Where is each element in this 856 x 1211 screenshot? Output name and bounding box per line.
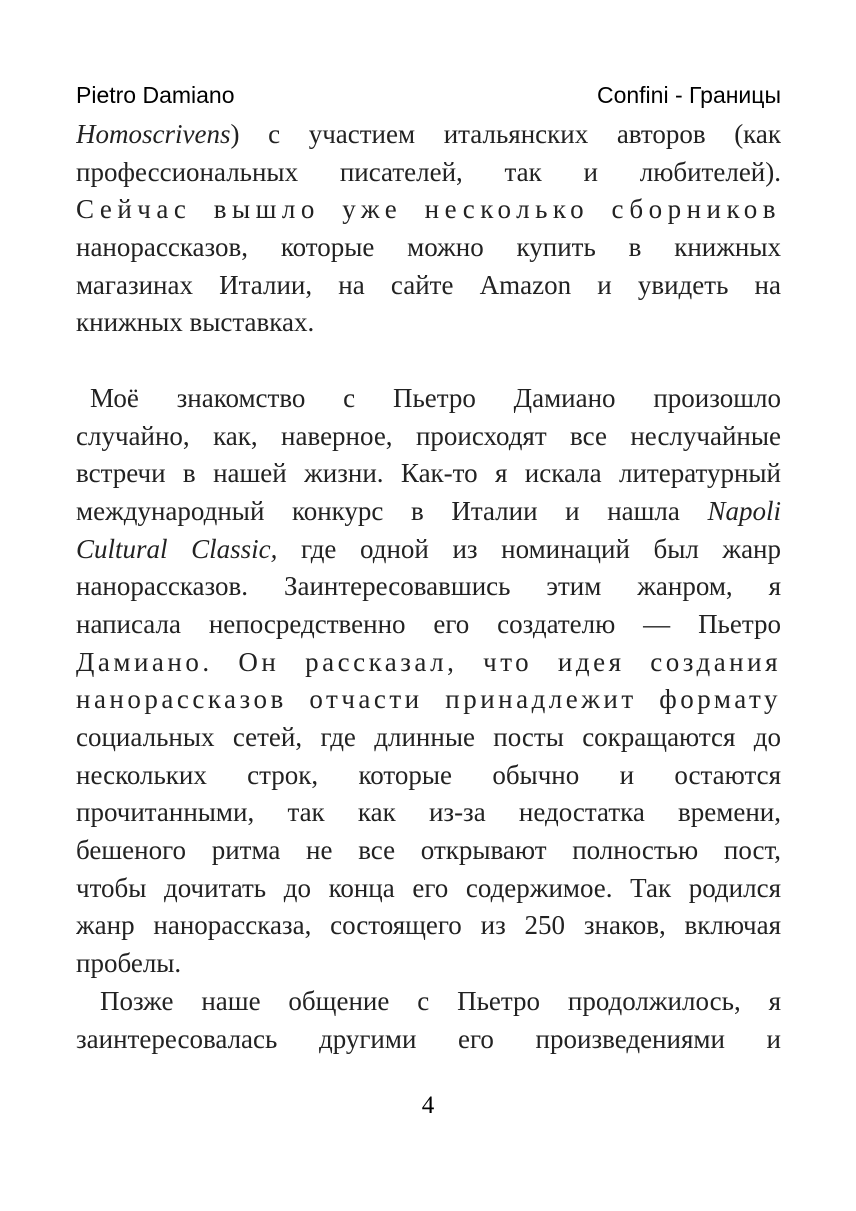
text-line: профессиональных писателей, так и любителей). — [76, 156, 781, 187]
text-line: нескольких строк, которые обычно и остаются — [76, 759, 781, 790]
text-line: книжных выставках. — [76, 307, 315, 338]
italic-term: Napoli — [707, 495, 781, 526]
text-line: Cultural Classic, где одной из номинаций был жанр — [76, 533, 781, 564]
text-line: Позже наше общение с Пьетро продолжилось, я — [100, 985, 781, 1016]
text-line: жанр нанорассказа, состоящего из 250 знаков, включая — [76, 910, 781, 941]
text-line: нанорассказов отчасти принадлежит формату — [76, 684, 781, 715]
text-line: заинтересовалась другими его произведениями и — [76, 1023, 781, 1054]
text-line: Моё знакомство с Пьетро Дамиано произошло — [90, 382, 781, 413]
page-number: 4 — [421, 1092, 435, 1119]
text-line: встречи в нашей жизни. Как-то я искала литературный — [76, 458, 781, 489]
text-line: Дамиано. Он рассказал, что идея создания — [76, 646, 781, 677]
text-line: бешеного ритма не все открывают полностью пост, — [76, 835, 781, 866]
italic-term: Homoscrivens — [76, 119, 231, 149]
text-line: пробелы. — [76, 948, 182, 979]
paragraph-gap — [76, 342, 781, 380]
text-line: нанорассказов, которые можно купить в книжных — [76, 232, 781, 263]
text-line: Homoscrivens) с участием итальянских авторов (как — [76, 119, 781, 149]
header-book-title: Confini - Границы — [596, 82, 781, 108]
text-line: чтобы дочитать до конца его содержимое. Так родился — [76, 872, 781, 903]
header-author: Pietro Damiano — [76, 82, 235, 108]
text-line: случайно, как, наверное, происходят все неслучайные — [76, 420, 781, 451]
running-header — [76, 82, 781, 112]
text-line: нанорассказов. Заинтересовавшись этим жанром, я — [76, 571, 781, 602]
text-line: Сейчас вышло уже несколько сборников — [76, 194, 781, 225]
text-line: международный конкурс в Италии и нашла Napoli — [76, 495, 781, 526]
text-line: написала непосредственно его создателю — Пьетро — [76, 608, 781, 639]
italic-term: Cultural Classic, — [76, 533, 278, 564]
body-text — [76, 116, 781, 1058]
text-line: социальных сетей, где длинные посты сокращаются до — [76, 722, 781, 752]
text-line: прочитанными, так как из-за недостатка времени, — [76, 797, 781, 828]
text-line: магазинах Италии, на сайте Amazon и увидеть на — [76, 269, 781, 300]
